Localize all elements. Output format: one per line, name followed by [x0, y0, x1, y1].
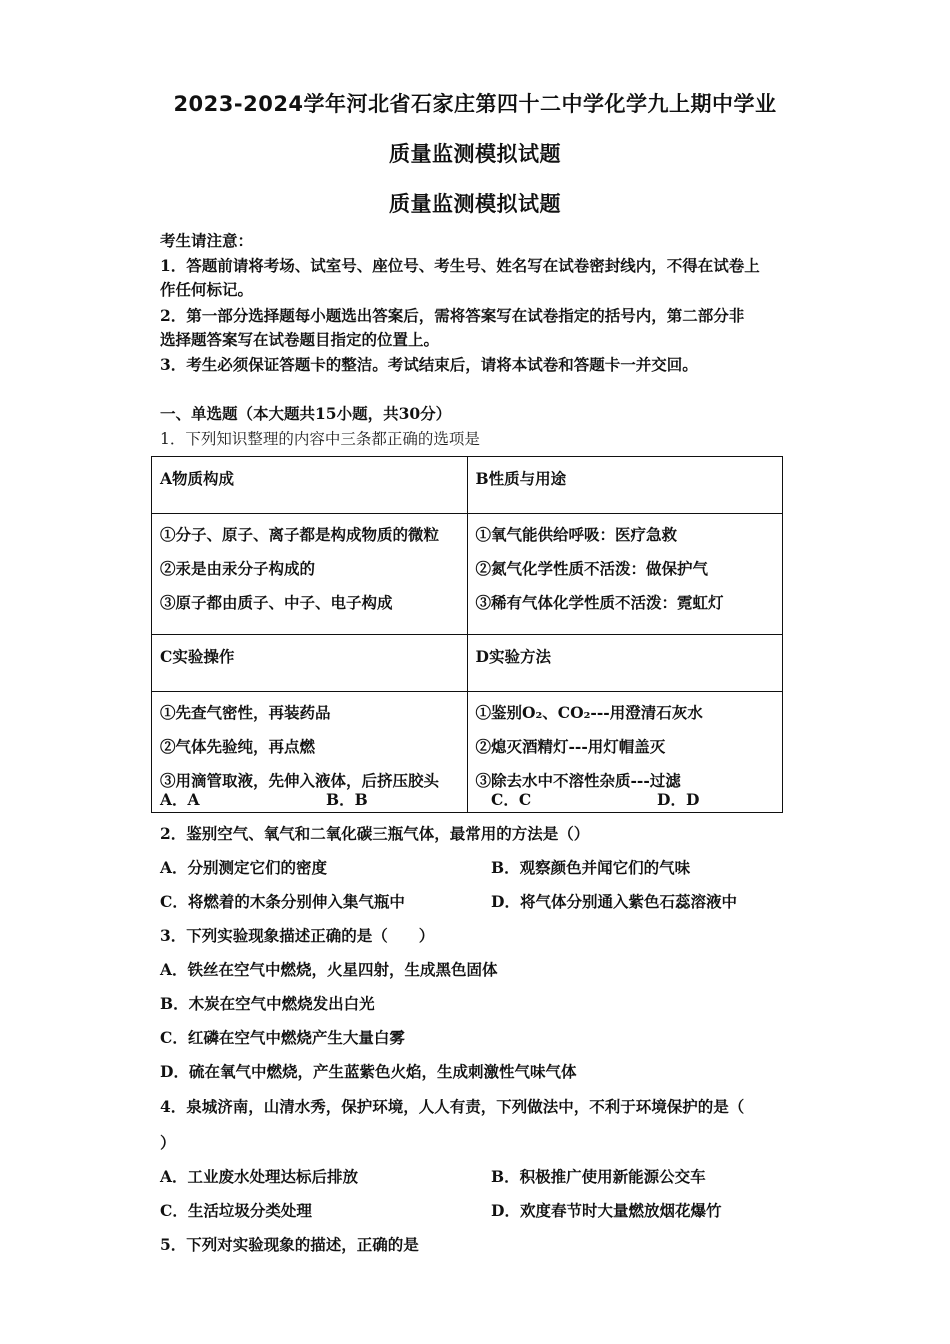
table-line: ①先查气密性，再装药品	[160, 703, 331, 722]
knowledge-table	[151, 456, 783, 813]
exam-title-line2: 质量监测模拟试题	[389, 142, 561, 166]
q2-option-d[interactable]: D．将气体分别通入紫色石蕊溶液中	[491, 892, 737, 911]
q4-option-d[interactable]: D．欢度春节时大量燃放烟花爆竹	[491, 1201, 722, 1220]
table-cell-d-head: D实验方法	[467, 635, 783, 692]
notice-item-3: 3．考生必须保证答题卡的整洁。考试结束后，请将本试卷和答题卡一并交回。	[160, 355, 698, 374]
q2-option-a[interactable]: A．分别测定它们的密度	[160, 858, 328, 877]
exam-title-line1: 2023-2024学年河北省石家庄第四十二中学化学九上期中学业	[173, 92, 777, 116]
q2-option-c[interactable]: C．将燃着的木条分别伸入集气瓶中	[160, 892, 405, 911]
q4-option-b[interactable]: B．积极推广使用新能源公交车	[491, 1167, 706, 1186]
exam-title-line3: 质量监测模拟试题	[389, 192, 561, 216]
question-5-stem: 5．下列对实验现象的描述，正确的是	[160, 1235, 419, 1254]
q4-option-c[interactable]: C．生活垃圾分类处理	[160, 1201, 312, 1220]
q1-option-d[interactable]: D．D	[657, 790, 700, 809]
table-cell-a-head: A物质构成	[152, 457, 468, 514]
q3-option-b[interactable]: B．木炭在空气中燃烧发出白光	[160, 994, 375, 1013]
table-cell-b-body	[467, 514, 783, 635]
table-line: ③除去水中不溶性杂质---过滤	[475, 771, 681, 790]
q3-option-d[interactable]: D．硫在氧气中燃烧，产生蓝紫色火焰，生成刺激性气味气体	[160, 1062, 577, 1081]
table-line: ②氮气化学性质不活泼：做保护气	[475, 559, 709, 578]
table-line: ①鉴别O₂、CO₂---用澄清石灰水	[475, 703, 703, 722]
notice-item-1: 1．答题前请将考场、试室号、座位号、考生号、姓名写在试卷密封线内，不得在试卷上	[160, 256, 760, 275]
q3-option-c[interactable]: C．红磷在空气中燃烧产生大量白雾	[160, 1028, 405, 1047]
notice-item-2: 2．第一部分选择题每小题选出答案后，需将答案写在试卷指定的括号内，第二部分非	[160, 306, 745, 325]
question-3-stem: 3．下列实验现象描述正确的是（ ）	[160, 926, 435, 945]
question-4-stem: 4．泉城济南，山清水秀，保护环境，人人有责，下列做法中，不利于环境保护的是（	[160, 1097, 745, 1116]
notice-item-2-cont: 选择题答案写在试卷题目指定的位置上。	[160, 330, 440, 349]
q1-option-b[interactable]: B．B	[326, 790, 368, 809]
q4-option-a[interactable]: A．工业废水处理达标后排放	[160, 1167, 359, 1186]
q2-option-b[interactable]: B．观察颜色并闻它们的气味	[491, 858, 691, 877]
table-line: ①氧气能供给呼吸：医疗急救	[475, 525, 678, 544]
table-line: ②汞是由汞分子构成的	[160, 559, 316, 578]
q1-option-c[interactable]: C．C	[491, 790, 532, 809]
notice-item-1-cont: 作任何标记。	[160, 280, 254, 299]
table-cell-b-head: B性质与用途	[467, 457, 783, 514]
table-cell-a-body	[152, 514, 468, 635]
question-4-stem-cont: ）	[160, 1133, 176, 1152]
q3-option-a[interactable]: A．铁丝在空气中燃烧，火星四射，生成黑色固体	[160, 960, 498, 979]
section-heading: 一、单选题（本大题共15小题，共30分）	[160, 404, 452, 423]
table-line: ③稀有气体化学性质不活泼：霓虹灯	[475, 593, 724, 612]
question-1-stem: 1．下列知识整理的内容中三条都正确的选项是	[160, 430, 480, 448]
table-line: ③用滴管取液，先伸入液体，后挤压胶头	[160, 771, 440, 790]
table-line: ②熄灭酒精灯---用灯帽盖灭	[475, 737, 666, 756]
table-line: ③原子都由质子、中子、电子构成	[160, 593, 393, 612]
table-line: ②气体先验纯，再点燃	[160, 737, 316, 756]
table-line: ①分子、原子、离子都是构成物质的微粒	[160, 525, 440, 544]
question-2-stem: 2．鉴别空气、氧气和二氧化碳三瓶气体，最常用的方法是（）	[160, 824, 590, 843]
table-cell-c-head: C实验操作	[152, 635, 468, 692]
q1-option-a[interactable]: A．A	[160, 790, 200, 809]
notice-heading: 考生请注意：	[160, 231, 254, 250]
